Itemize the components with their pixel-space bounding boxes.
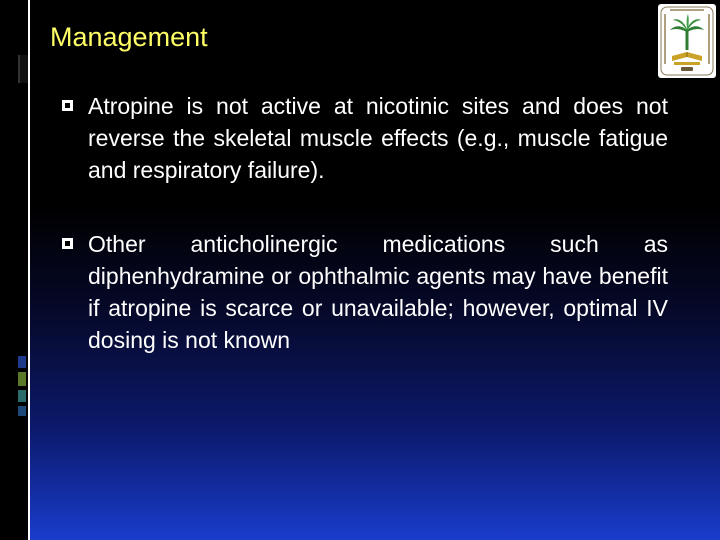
bullet-text: Other anticholinergic medications such as diphenhydramine or ophthalmic agents may have benefit if atropine is scarce or unavailable; however, optimal IV dosing is not known (88, 231, 668, 353)
decor-bar (18, 356, 26, 368)
bullet-item (60, 90, 668, 186)
vertical-accent-line (28, 0, 30, 540)
bullet-text: Atropine is not active at nicotinic sites and does not reverse the skeletal muscle effects (e.g., muscle fatigue and respiratory failure). (88, 93, 668, 183)
square-bullet-icon (62, 238, 73, 249)
bullet-item (60, 228, 668, 356)
slide-title: Management (50, 22, 208, 52)
square-bullet-icon (62, 100, 73, 111)
decor-bar (18, 390, 26, 402)
decor-bar (18, 372, 26, 386)
university-logo-icon (658, 4, 716, 78)
decor-bar (18, 406, 26, 416)
bullet-list (60, 90, 668, 356)
decor-block (18, 55, 28, 83)
